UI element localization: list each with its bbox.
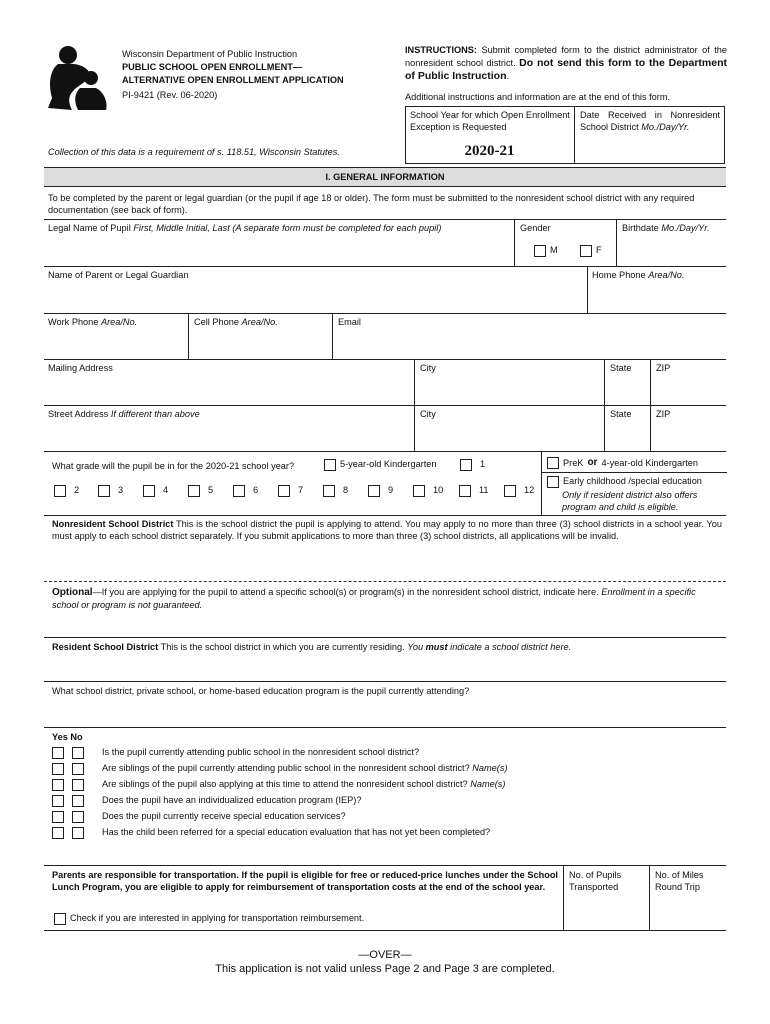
grade-1-checkbox[interactable] xyxy=(460,459,472,471)
statute-note: Collection of this data is a requirement of s. 118.51, Wisconsin Statutes. xyxy=(48,147,340,157)
zip2-field[interactable] xyxy=(652,422,724,450)
grade-11[interactable]: 11 xyxy=(459,485,489,497)
city2-label: City xyxy=(420,409,436,419)
no-checkbox[interactable] xyxy=(72,779,84,791)
question-text: Are siblings of the pupil also applying at this time to attend the nonresident school district? Name(s) xyxy=(102,779,506,790)
grade-6[interactable]: 6 xyxy=(233,485,258,497)
optional-text: Optional—If you are applying for the pupil to attend a specific school(s) or program(s) in the nonresident school district, indicate here. Enrollment in a specific school or program is not guaranteed. xyxy=(52,587,696,610)
grade-1[interactable]: 1 xyxy=(460,459,485,471)
city2-field[interactable] xyxy=(416,422,602,450)
yes-checkbox[interactable] xyxy=(52,779,64,791)
optional-field[interactable] xyxy=(46,612,724,634)
yes-no-question-3 xyxy=(52,779,505,791)
yes-checkbox[interactable] xyxy=(52,763,64,775)
transport-checkbox[interactable] xyxy=(54,913,66,925)
birthdate-field[interactable] xyxy=(618,236,724,266)
yes-checkbox[interactable] xyxy=(52,747,64,759)
zip-field[interactable] xyxy=(652,376,724,404)
grade-2[interactable]: 2 xyxy=(54,485,79,497)
grade-prek[interactable]: PreK or 4-year-old Kindergarten xyxy=(547,457,698,470)
legal-name-field[interactable] xyxy=(46,236,512,266)
grade-2-checkbox[interactable] xyxy=(54,485,66,497)
yes-checkbox[interactable] xyxy=(52,811,64,823)
mailing-field[interactable] xyxy=(46,376,412,404)
street-label: Street Address If different than above xyxy=(48,409,200,419)
grade-5-checkbox[interactable] xyxy=(188,485,200,497)
gender-f[interactable]: F xyxy=(580,245,602,257)
no-checkbox[interactable] xyxy=(72,795,84,807)
grade-12[interactable]: 12 xyxy=(504,485,534,497)
additional-instructions: Additional instructions and information are at the end of this form. xyxy=(405,92,671,102)
early-note: Only if resident district also offers program and child is eligible. xyxy=(562,490,698,512)
pupils-label: No. of Pupils Transported xyxy=(569,870,622,892)
yes-no-question-4 xyxy=(52,795,361,807)
work-phone-field[interactable] xyxy=(46,330,186,358)
resident-text: Resident School District This is the school district in which you are currently residing. You must indicate a school district here. xyxy=(52,642,572,652)
grade-question: What grade will the pupil be in for the 2020-21 school year? xyxy=(52,461,295,471)
grade-10-checkbox[interactable] xyxy=(413,485,425,497)
resident-field[interactable] xyxy=(46,656,724,678)
state2-label: State xyxy=(610,409,632,419)
section-title: I. GENERAL INFORMATION xyxy=(325,172,445,182)
home-phone-label: Home Phone Area/No. xyxy=(592,270,685,280)
grade-7-checkbox[interactable] xyxy=(278,485,290,497)
grade-9[interactable]: 9 xyxy=(368,485,393,497)
grade-11-checkbox[interactable] xyxy=(459,485,471,497)
grade-8-checkbox[interactable] xyxy=(323,485,335,497)
yes-no-question-5 xyxy=(52,811,346,823)
form-title-line2: ALTERNATIVE OPEN ENROLLMENT APPLICATION xyxy=(122,75,344,85)
nonresident-field[interactable] xyxy=(46,556,724,580)
legal-name-label: Legal Name of Pupil First, Middle Initial, Last (A separate form must be completed for each pupil) xyxy=(48,223,442,233)
grade-3[interactable]: 3 xyxy=(98,485,123,497)
email-field[interactable] xyxy=(334,330,724,358)
state-field[interactable] xyxy=(606,376,648,404)
question-text: Does the pupil currently receive special education services? xyxy=(102,811,346,822)
yes-no-header: Yes No xyxy=(52,732,83,742)
grade-4[interactable]: 4 xyxy=(143,485,168,497)
question-text: Are siblings of the pupil currently attending public school in the nonresident school district? Name(s) xyxy=(102,763,508,774)
home-phone-field[interactable] xyxy=(590,283,724,311)
grade-9-checkbox[interactable] xyxy=(368,485,380,497)
gender-m[interactable]: M xyxy=(534,245,558,257)
miles-label: No. of Miles Round Trip xyxy=(655,870,704,892)
form-title-line1: PUBLIC SCHOOL OPEN ENROLLMENT— xyxy=(122,62,303,72)
grade-k5-checkbox[interactable] xyxy=(324,459,336,471)
parent-field[interactable] xyxy=(46,283,584,311)
state-label: State xyxy=(610,363,632,373)
yes-checkbox[interactable] xyxy=(52,827,64,839)
question-text: Is the pupil currently attending public school in the nonresident school district? xyxy=(102,747,420,758)
work-phone-label: Work Phone Area/No. xyxy=(48,317,138,327)
miles-field[interactable] xyxy=(651,896,724,929)
street-field[interactable] xyxy=(46,422,412,450)
question-text: Has the child been referred for a special education evaluation that has not yet been completed? xyxy=(102,827,491,838)
zip2-label: ZIP xyxy=(656,409,671,419)
school-year-label: School Year for which Open Enrollment Exception is Requested xyxy=(410,110,570,132)
grade-4-checkbox[interactable] xyxy=(143,485,155,497)
grade-k5[interactable]: 5-year-old Kindergarten xyxy=(324,459,437,471)
grade-prek-checkbox[interactable] xyxy=(547,457,559,469)
yes-no-question-2 xyxy=(52,763,508,775)
transport-text: Parents are responsible for transportation. If the pupil is eligible for free or reduced-price lunches under the School Lunch Program, you are eligible to apply for reimbursement of transportation costs at the end of the school year. xyxy=(52,870,558,892)
grade-early-checkbox[interactable] xyxy=(547,476,559,488)
grade-8[interactable]: 8 xyxy=(323,485,348,497)
no-checkbox[interactable] xyxy=(72,827,84,839)
cell-phone-field[interactable] xyxy=(190,330,330,358)
date-received-field[interactable] xyxy=(576,130,724,163)
grade-5[interactable]: 5 xyxy=(188,485,213,497)
current-school-field[interactable] xyxy=(46,700,724,724)
question-text: Does the pupil have an individualized education program (IEP)? xyxy=(102,795,362,806)
no-checkbox[interactable] xyxy=(72,763,84,775)
grade-6-checkbox[interactable] xyxy=(233,485,245,497)
parent-label: Name of Parent or Legal Guardian xyxy=(48,270,189,280)
section-intro: To be completed by the parent or legal guardian (or the pupil if age 18 or older). The form must be submitted to the nonresident school district with any required documentation (see back of form). xyxy=(48,193,695,215)
gender-m-checkbox[interactable] xyxy=(534,245,546,257)
grade-12-checkbox[interactable] xyxy=(504,485,516,497)
transport-reimbursement[interactable]: Check if you are interested in applying for transportation reimbursement. xyxy=(54,913,364,925)
nonresident-text: Nonresident School District This is the school district the pupil is applying to attend. You may apply to no more than three (3) school districts in a school year. You must apply to each school district separately. If you submit applications to more than three (3) school districts, all applications will be invalid. xyxy=(52,519,722,541)
form-id: PI-9421 (Rev. 06-2020) xyxy=(122,90,218,100)
current-school-text: What school district, private school, or home-based education program is the pupil currently attending? xyxy=(52,686,470,696)
mailing-label: Mailing Address xyxy=(48,363,113,373)
city-field[interactable] xyxy=(416,376,602,404)
yes-checkbox[interactable] xyxy=(52,795,64,807)
dept-name: Wisconsin Department of Public Instruction xyxy=(122,49,298,59)
grade-3-checkbox[interactable] xyxy=(98,485,110,497)
grade-10[interactable]: 10 xyxy=(413,485,443,497)
over-marker: —OVER— xyxy=(358,949,412,961)
birthdate-label: Birthdate Mo./Day/Yr. xyxy=(622,223,710,233)
zip-label: ZIP xyxy=(656,363,671,373)
dpi-logo xyxy=(44,44,114,114)
grade-early-childhood[interactable]: Early childhood /special education xyxy=(547,476,702,488)
school-year-value: 2020-21 xyxy=(464,143,515,159)
validity-note: This application is not valid unless Page 2 and Page 3 are completed. xyxy=(215,963,555,975)
grade-7[interactable]: 7 xyxy=(278,485,303,497)
instructions: INSTRUCTIONS: Submit completed form to the district administrator of the nonresident school district. Do not send this form to the Department of Public Instruction. xyxy=(405,45,727,82)
state2-field[interactable] xyxy=(606,422,648,450)
yes-no-question-6 xyxy=(52,827,490,839)
yes-no-question-1 xyxy=(52,747,419,759)
cell-phone-label: Cell Phone Area/No. xyxy=(194,317,278,327)
gender-label: Gender xyxy=(520,223,551,233)
gender-f-checkbox[interactable] xyxy=(580,245,592,257)
no-checkbox[interactable] xyxy=(72,811,84,823)
city-label: City xyxy=(420,363,436,373)
no-checkbox[interactable] xyxy=(72,747,84,759)
date-received-label: Date Received in Nonresident School District Mo./Day/Yr. xyxy=(580,110,720,132)
pupils-field[interactable] xyxy=(565,896,647,929)
email-label: Email xyxy=(338,317,361,327)
